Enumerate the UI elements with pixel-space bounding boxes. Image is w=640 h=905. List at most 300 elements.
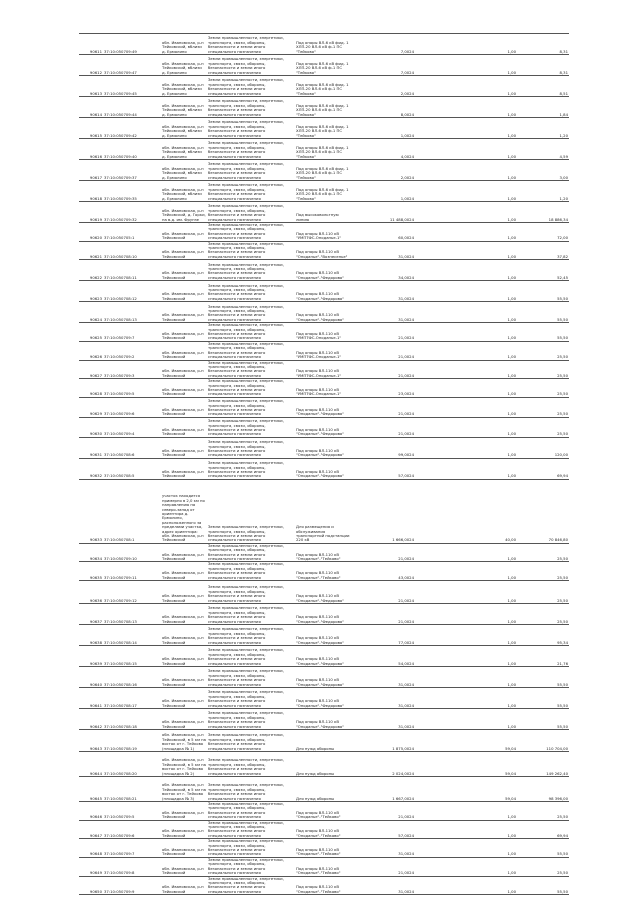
plot-address: обл. Ивановская, р-н Тейковский xyxy=(161,543,207,562)
land-category: Земли промышленности, энергетики, транспорта, связи, обороны, безопасности и земли иного специального назначения xyxy=(207,360,295,379)
land-category: Земли промышленности, энергетики, транспорта, связи, обороны, безопасности и земли иного специального назначения xyxy=(207,76,295,97)
empty-cell xyxy=(415,34,467,55)
plot-area: 31,0024 xyxy=(351,688,415,709)
row-number: 90640 xyxy=(79,667,103,688)
unit-rate: 1,00 xyxy=(467,688,517,709)
empty-cell xyxy=(415,709,467,730)
cadastral-value: 52,45 xyxy=(517,260,569,281)
cadastral-value: 25,50 xyxy=(517,581,569,604)
permitted-use: Под опоры ВЛ-110 кВ "Оподанье"-"Федорово" xyxy=(295,625,351,646)
permitted-use: Для нужд обороны xyxy=(295,730,351,752)
land-category: Земли промышленности, энергетики, транспорта, связи, обороны, безопасности и земли иного специального назначения xyxy=(207,417,295,437)
row-number: 90643 xyxy=(79,730,103,752)
permitted-use: Под опоры ВЛ-6 кВ фид. 1 ХЛП-20 ВЛ-6 кВ ф-1 ПС "Тейково" xyxy=(295,160,351,181)
unit-rate: 59,04 xyxy=(467,752,517,777)
empty-cell xyxy=(415,857,467,876)
plot-address: обл. Ивановская, р-н Тейковский xyxy=(161,857,207,876)
unit-rate: 1,00 xyxy=(467,139,517,160)
cadastral-number: 37:10:050708:17 xyxy=(103,688,161,709)
plot-address: обл. Ивановская, р-н Тейковский xyxy=(161,581,207,604)
table-row xyxy=(79,839,569,858)
unit-rate: 1,00 xyxy=(467,839,517,858)
empty-cell xyxy=(415,458,467,479)
plot-area: 21,0024 xyxy=(351,581,415,604)
empty-cell xyxy=(415,260,467,281)
cadastral-number: 37:10:050708:21 xyxy=(103,777,161,802)
permitted-use: Под опоры ВЛ-6 кВ фид. 1 ХЛП-20 ВЛ-6 кВ ф-1 ПС "Тейково" xyxy=(295,181,351,202)
table-row xyxy=(79,562,569,581)
permitted-use: Под опоры ВЛ-110 кВ "Оподанье"-"Тейково" xyxy=(295,820,351,839)
unit-rate: 1,00 xyxy=(467,646,517,667)
permitted-use: Под опоры ВЛ-6 кВ фид. 1 ХЛП-20 ВЛ-6 кВ ф-1 ПС "Тейково" xyxy=(295,97,351,118)
table-row xyxy=(79,341,569,360)
cadastral-value: 25,50 xyxy=(517,397,569,417)
cadastral-value: 55,50 xyxy=(517,323,569,342)
cadastral-number: 37:10:050709:7 xyxy=(103,323,161,342)
unit-rate: 1,00 xyxy=(467,302,517,323)
plot-area: 21,0024 xyxy=(351,323,415,342)
row-number: 90648 xyxy=(79,839,103,858)
plot-address: обл. Ивановская, р-н Тейковский xyxy=(161,625,207,646)
table-row xyxy=(79,241,569,260)
cadastral-number: 37:10:050709:9 xyxy=(103,876,161,895)
table-row xyxy=(79,581,569,604)
plot-area: 2 024,0024 xyxy=(351,752,415,777)
cadastral-value: 8,31 xyxy=(517,55,569,76)
empty-cell xyxy=(415,55,467,76)
plot-address: обл. Ивановская, р-н Тейковский xyxy=(161,802,207,821)
cadastral-number: 37:10:050709:11 xyxy=(103,562,161,581)
land-category: Земли промышленности, энергетики, транспорта, связи, обороны, безопасности и земли иного специального назначения xyxy=(207,241,295,260)
permitted-use: Под опоры ВЛ-110 кВ "Оподанье"-"Федорово" xyxy=(295,688,351,709)
cadastral-number: 37:10:050709:6 xyxy=(103,820,161,839)
unit-rate: 40,00 xyxy=(467,479,517,543)
land-category: Земли промышленности, энергетики, транспорта, связи, обороны, безопасности и земли иного специального назначения xyxy=(207,97,295,118)
table-row xyxy=(79,543,569,562)
permitted-use: Под опоры ВЛ-110 кВ "Оподанье"-"Федорово" xyxy=(295,302,351,323)
plot-address: обл. Ивановская, р-н Тейковский xyxy=(161,260,207,281)
land-category: Земли промышленности, энергетики, транспорта, связи, обороны, безопасности и земли иного специального назначения xyxy=(207,777,295,802)
cadastral-number: 37:10:050709:6 xyxy=(103,397,161,417)
cadastral-number: 37:10:050709:45 xyxy=(103,76,161,97)
row-number: 90624 xyxy=(79,302,103,323)
empty-cell xyxy=(415,688,467,709)
empty-cell xyxy=(415,802,467,821)
land-category: Земли промышленности, энергетики, транспорта, связи, обороны, безопасности и земли иного специального назначения xyxy=(207,118,295,139)
plot-address: обл. Ивановская, р-н Тейковский, вблизи д. Ермолино xyxy=(161,55,207,76)
permitted-use: Под опоры ВЛ-110 кВ "Оподанье"-"Федорово" xyxy=(295,667,351,688)
permitted-use: Под опоры ВЛ-110 кВ "Оподанье"-"Вознесенье" xyxy=(295,241,351,260)
unit-rate: 1,00 xyxy=(467,97,517,118)
cadastral-number: 37:10:050709:12 xyxy=(103,581,161,604)
cadastral-value: 4,59 xyxy=(517,139,569,160)
empty-cell xyxy=(415,181,467,202)
land-category: Земли промышленности, энергетики, транспорта, связи, обороны, безопасности и земли иного специального назначения xyxy=(207,437,295,458)
cadastral-number: 37:10:050708:5 xyxy=(103,458,161,479)
permitted-use: Под опоры ВЛ-110 кВ "УМПТФС-Оподанье-1" xyxy=(295,223,351,242)
cadastral-value: 120,00 xyxy=(517,437,569,458)
row-number: 90646 xyxy=(79,802,103,821)
row-number: 90627 xyxy=(79,360,103,379)
cadastral-value: 3,00 xyxy=(517,160,569,181)
empty-cell xyxy=(415,397,467,417)
unit-rate: 1,00 xyxy=(467,181,517,202)
unit-rate: 1,00 xyxy=(467,820,517,839)
cadastral-number: 37:10:050708:20 xyxy=(103,752,161,777)
empty-cell xyxy=(415,543,467,562)
land-category: Земли промышленности, энергетики, транспорта, связи, обороны, безопасности и земли иного специального назначения xyxy=(207,625,295,646)
land-category: Земли промышленности, энергетики, транспорта, связи, обороны, безопасности и земли иного специального назначения xyxy=(207,397,295,417)
plot-area: 31,0024 xyxy=(351,839,415,858)
unit-rate: 1,00 xyxy=(467,667,517,688)
row-number: 90630 xyxy=(79,417,103,437)
plot-address: обл. Ивановская, р-н Тейковский xyxy=(161,458,207,479)
row-number: 90632 xyxy=(79,458,103,479)
permitted-use: Под опоры ВЛ-110 кВ "Оподанье"-"Федорово" xyxy=(295,437,351,458)
cadastral-value: 69,94 xyxy=(517,458,569,479)
cadastral-value: 55,50 xyxy=(517,281,569,302)
row-number: 90650 xyxy=(79,876,103,895)
plot-area: 23,0024 xyxy=(351,379,415,398)
permitted-use: Под опоры ВЛ-6 кВ фид. 1 ХЛП-20 ВЛ-6 кВ ф-1 ПС "Тейково" xyxy=(295,139,351,160)
cadastral-number: 37:10:050709:35 xyxy=(103,181,161,202)
cadastral-value: 25,50 xyxy=(517,341,569,360)
unit-rate: 1,00 xyxy=(467,323,517,342)
empty-cell xyxy=(415,139,467,160)
cadastral-number: 37:10:050708:12 xyxy=(103,281,161,302)
empty-cell xyxy=(415,202,467,223)
empty-cell xyxy=(415,118,467,139)
empty-cell xyxy=(415,562,467,581)
plot-area: 1 667,0024 xyxy=(351,777,415,802)
plot-area: 43,0024 xyxy=(351,562,415,581)
land-category: Земли промышленности, энергетики, транспорта, связи, обороны, безопасности и земли иного специального назначения xyxy=(207,281,295,302)
plot-area: 57,0024 xyxy=(351,820,415,839)
permitted-use: Для размещения и обслуживания транспортной подстанции 220 кВ xyxy=(295,479,351,543)
plot-address: обл. Ивановская, р-н Тейковский xyxy=(161,646,207,667)
cadastral-value: 21,76 xyxy=(517,646,569,667)
row-number: 90615 xyxy=(79,118,103,139)
cadastral-value: 98 396,00 xyxy=(517,777,569,802)
permitted-use: Под опоры ВЛ-110 кВ "Оподанье"-"Тейково" xyxy=(295,543,351,562)
plot-address: обл. Ивановская, р-н Тейковский xyxy=(161,379,207,398)
permitted-use: Под опоры ВЛ-110 кВ "Оподанье"-"Тейково" xyxy=(295,857,351,876)
plot-area: 7,0024 xyxy=(351,34,415,55)
cadastral-number: 37:10:050709:37 xyxy=(103,160,161,181)
row-number: 90645 xyxy=(79,777,103,802)
empty-cell xyxy=(415,360,467,379)
row-number: 90641 xyxy=(79,688,103,709)
plot-address: обл. Ивановская, р-н Тейковский, д. Горки, на в.д. им. Фрунзе xyxy=(161,202,207,223)
land-category: Земли промышленности, энергетики, транспорта, связи, обороны, безопасности и земли иного специального назначения xyxy=(207,202,295,223)
plot-address: обл. Ивановская, р-н Тейковский xyxy=(161,876,207,895)
land-category: Земли промышленности, энергетики, транспорта, связи, обороны, безопасности и земли иного специального назначения xyxy=(207,839,295,858)
plot-area: 57,0024 xyxy=(351,458,415,479)
land-category: Земли промышленности, энергетики, транспорта, связи, обороны, безопасности и земли иного специального назначения xyxy=(207,857,295,876)
plot-area: 21,0024 xyxy=(351,341,415,360)
empty-cell xyxy=(415,730,467,752)
empty-cell xyxy=(415,646,467,667)
cadastral-number: 37:10:050708:13 xyxy=(103,604,161,625)
cadastral-value: 1,84 xyxy=(517,97,569,118)
cadastral-number: 37:10:050708:14 xyxy=(103,625,161,646)
empty-cell xyxy=(415,323,467,342)
empty-cell xyxy=(415,241,467,260)
permitted-use: Под опоры ВЛ-110 кВ "Оподанье"-"Федорово" xyxy=(295,417,351,437)
cadastral-value: 55,50 xyxy=(517,839,569,858)
permitted-use: Под опоры ВЛ-110 кВ "Оподанье"-"Федорово" xyxy=(295,709,351,730)
row-number: 90629 xyxy=(79,397,103,417)
cadastral-number: 37:10:050709:5 xyxy=(103,379,161,398)
row-number: 90638 xyxy=(79,625,103,646)
cadastral-number: 37:10:050709:49 xyxy=(103,34,161,55)
land-category: Земли промышленности, энергетики, транспорта, связи, обороны, безопасности и земли иного специального назначения xyxy=(207,820,295,839)
row-number: 90633 xyxy=(79,479,103,543)
cadastral-number: 37:10:050708:16 xyxy=(103,667,161,688)
row-number: 90625 xyxy=(79,323,103,342)
row-number: 90626 xyxy=(79,341,103,360)
permitted-use: Под опоры ВЛ-110 кВ "Оподанье"-"Тейково" xyxy=(295,802,351,821)
empty-cell xyxy=(415,281,467,302)
cadastral-number: 37:10:050709:3 xyxy=(103,360,161,379)
unit-rate: 1,00 xyxy=(467,397,517,417)
empty-cell xyxy=(415,479,467,543)
row-number: 90628 xyxy=(79,379,103,398)
plot-address: участок находится примерно в 2,0 км по направлению на северо-запад от ориентира д. Ермолино, расположенного за пределами участка, адрес ориентира: обл. Ивановская, р-н Тейковский xyxy=(161,479,207,543)
plot-area: 54,0024 xyxy=(351,646,415,667)
plot-address: обл. Ивановская, р-н Тейковский xyxy=(161,709,207,730)
permitted-use: Под опоры ВЛ-110 кВ "Оподанье"-"Федорово" xyxy=(295,604,351,625)
cadastral-value: 18 886,34 xyxy=(517,202,569,223)
permitted-use: Под опоры ВЛ-6 кВ фид. 1 ХЛП-20 ВЛ-6 кВ ф-1 ПС "Тейково" xyxy=(295,55,351,76)
plot-address: обл. Ивановская, р-н Тейковский, в 5 км на восток от г. Тейково (площадка № 1) xyxy=(161,730,207,752)
row-number: 90634 xyxy=(79,543,103,562)
unit-rate: 1,00 xyxy=(467,260,517,281)
plot-area: 21,0024 xyxy=(351,360,415,379)
plot-address: обл. Ивановская, р-н Тейковский xyxy=(161,223,207,242)
plot-area: 2,0024 xyxy=(351,76,415,97)
plot-address: обл. Ивановская, р-н Тейковский xyxy=(161,604,207,625)
permitted-use: Для нужд обороны xyxy=(295,777,351,802)
row-number: 90636 xyxy=(79,581,103,604)
empty-cell xyxy=(415,160,467,181)
plot-area: 2,0024 xyxy=(351,160,415,181)
empty-cell xyxy=(415,97,467,118)
table-row xyxy=(79,777,569,802)
row-number: 90642 xyxy=(79,709,103,730)
unit-rate: 1,00 xyxy=(467,437,517,458)
table-row xyxy=(79,437,569,458)
land-category: Земли промышленности, энергетики, транспорта, связи, обороны, безопасности и земли иного специального назначения xyxy=(207,223,295,242)
cadastral-number: 37:10:050709:4 xyxy=(103,417,161,437)
permitted-use: Под опоры ВЛ-110 кВ "УМПТФС-Оподанье-1" xyxy=(295,360,351,379)
row-number: 90612 xyxy=(79,55,103,76)
cadastral-value: 25,50 xyxy=(517,417,569,437)
table-row xyxy=(79,118,569,139)
permitted-use: Под опоры ВЛ-110 кВ "Оподанье"-"Федорово" xyxy=(295,458,351,479)
land-category: Земли промышленности, энергетики, транспорта, связи, обороны, безопасности и земли иного специального назначения xyxy=(207,709,295,730)
plot-area: 31,0024 xyxy=(351,709,415,730)
plot-address: обл. Ивановская, р-н Тейковский, вблизи д. Ермолино xyxy=(161,97,207,118)
cadastral-value: 149 262,40 xyxy=(517,752,569,777)
plot-address: обл. Ивановская, р-н Тейковский, вблизи д. Ермолино xyxy=(161,181,207,202)
row-number: 90635 xyxy=(79,562,103,581)
land-category: Земли промышленности, энергетики, транспорта, связи, обороны, безопасности и земли иного специального назначения xyxy=(207,55,295,76)
cadastral-number: 37:10:050709:5 xyxy=(103,802,161,821)
permitted-use: Под опоры ВЛ-110 кВ "УМПТФС-Оподанье-1" xyxy=(295,341,351,360)
land-category: Земли промышленности, энергетики, транспорта, связи, обороны, безопасности и земли иного специального назначения xyxy=(207,458,295,479)
row-number: 90611 xyxy=(79,34,103,55)
table-row xyxy=(79,604,569,625)
land-category: Земли промышленности, энергетики, транспорта, связи, обороны, безопасности и земли иного специального назначения xyxy=(207,139,295,160)
cadastral-number: 37:10:050709:2 xyxy=(103,341,161,360)
plot-area: 31,0024 xyxy=(351,667,415,688)
cadastral-value: 95,34 xyxy=(517,625,569,646)
cadastral-number: 37:10:050709:40 xyxy=(103,139,161,160)
cadastral-value: 8,31 xyxy=(517,34,569,55)
permitted-use: Под опоры ВЛ-110 кВ "Оподанье"-"Федорово" xyxy=(295,281,351,302)
table-row xyxy=(79,379,569,398)
unit-rate: 1,00 xyxy=(467,341,517,360)
plot-area: 1 666,0024 xyxy=(351,479,415,543)
cadastral-number: 37:10:050708:10 xyxy=(103,241,161,260)
cadastral-number: 37:10:050708:1 xyxy=(103,479,161,543)
table-row xyxy=(79,139,569,160)
cadastral-value: 1,20 xyxy=(517,118,569,139)
land-category: Земли промышленности, энергетики, транспорта, связи, обороны, безопасности и земли иного специального назначения xyxy=(207,752,295,777)
table-row xyxy=(79,857,569,876)
table-row xyxy=(79,820,569,839)
plot-address: обл. Ивановская, р-н Тейковский xyxy=(161,281,207,302)
plot-address: обл. Ивановская, р-н Тейковский, в 5 км на восток от г. Тейково (площадка № 3) xyxy=(161,777,207,802)
cadastral-value: 25,50 xyxy=(517,543,569,562)
unit-rate: 1,00 xyxy=(467,581,517,604)
plot-area: 21,0024 xyxy=(351,397,415,417)
empty-cell xyxy=(415,667,467,688)
plot-area: 1,0024 xyxy=(351,118,415,139)
cadastral-value: 25,50 xyxy=(517,379,569,398)
plot-area: 21,0024 xyxy=(351,417,415,437)
cadastral-value: 25,50 xyxy=(517,857,569,876)
cadastral-value: 55,50 xyxy=(517,667,569,688)
cadastral-value: 1,20 xyxy=(517,181,569,202)
empty-cell xyxy=(415,581,467,604)
permitted-use: Под опоры ВЛ-110 кВ "УМПТФС-Оподанье-1" xyxy=(295,323,351,342)
plot-area: 60,0024 xyxy=(351,223,415,242)
row-number: 90617 xyxy=(79,160,103,181)
unit-rate: 1,00 xyxy=(467,379,517,398)
unit-rate: 59,04 xyxy=(467,730,517,752)
plot-area: 21,0024 xyxy=(351,543,415,562)
plot-area: 21,0024 xyxy=(351,604,415,625)
unit-rate: 1,00 xyxy=(467,562,517,581)
table-row xyxy=(79,802,569,821)
table-row xyxy=(79,360,569,379)
table-row xyxy=(79,876,569,895)
cadastral-value: 55,50 xyxy=(517,302,569,323)
plot-area: 1 875,0024 xyxy=(351,730,415,752)
empty-cell xyxy=(415,437,467,458)
cadastral-value: 55,50 xyxy=(517,709,569,730)
row-number: 90616 xyxy=(79,139,103,160)
land-category: Земли промышленности, энергетики, транспорта, связи, обороны, безопасности и земли иного специального назначения xyxy=(207,667,295,688)
land-category: Земли промышленности, энергетики, транспорта, связи, обороны, безопасности и земли иного специального назначения xyxy=(207,646,295,667)
land-category: Земли промышленности, энергетики, транспорта, связи, обороны, безопасности и земли иного специального назначения xyxy=(207,323,295,342)
plot-area: 31,0024 xyxy=(351,876,415,895)
empty-cell xyxy=(415,341,467,360)
cadastral-number: 37:10:050708:19 xyxy=(103,730,161,752)
row-number: 90649 xyxy=(79,857,103,876)
table-row xyxy=(79,752,569,777)
land-category: Земли промышленности, энергетики, транспорта, связи, обороны, безопасности и земли иного специального назначения xyxy=(207,160,295,181)
unit-rate: 1,00 xyxy=(467,241,517,260)
cadastral-value: 8,51 xyxy=(517,76,569,97)
unit-rate: 1,00 xyxy=(467,360,517,379)
cadastral-number: 37:10:050709:44 xyxy=(103,97,161,118)
cadastral-number: 37:10:050709:32 xyxy=(103,202,161,223)
empty-cell xyxy=(415,223,467,242)
unit-rate: 1,00 xyxy=(467,223,517,242)
plot-address: обл. Ивановская, р-н Тейковский xyxy=(161,839,207,858)
plot-area: 21,0024 xyxy=(351,802,415,821)
row-number: 90613 xyxy=(79,76,103,97)
table-row xyxy=(79,223,569,242)
land-plots-table xyxy=(79,33,569,895)
permitted-use: Под опоры ВЛ-110 кВ "Оподанье"-"Тейково" xyxy=(295,876,351,895)
table-row xyxy=(79,417,569,437)
permitted-use: Под опоры ВЛ-6 кВ фид. 1 ХЛП-20 ВЛ-6 кВ ф-1 ПС "Тейково" xyxy=(295,76,351,97)
plot-address: обл. Ивановская, р-н Тейковский xyxy=(161,562,207,581)
table-row xyxy=(79,479,569,543)
plot-address: обл. Ивановская, р-н Тейковский, вблизи д. Ермолино xyxy=(161,34,207,55)
unit-rate: 1,00 xyxy=(467,417,517,437)
land-category: Земли промышленности, энергетики, транспорта, связи, обороны, безопасности и земли иного специального назначения xyxy=(207,379,295,398)
row-number: 90619 xyxy=(79,202,103,223)
plot-area: 31,0024 xyxy=(351,281,415,302)
row-number: 90614 xyxy=(79,97,103,118)
unit-rate: 1,00 xyxy=(467,709,517,730)
plot-address: обл. Ивановская, р-н Тейковский xyxy=(161,323,207,342)
plot-address: обл. Ивановская, р-н Тейковский xyxy=(161,397,207,417)
table-row xyxy=(79,302,569,323)
unit-rate: 1,00 xyxy=(467,802,517,821)
land-category: Земли промышленности, энергетики, транспорта, связи, обороны, безопасности и земли иного специального назначения xyxy=(207,543,295,562)
plot-address: обл. Ивановская, р-н Тейковский xyxy=(161,341,207,360)
plot-area: 1,0024 xyxy=(351,181,415,202)
unit-rate: 1,00 xyxy=(467,34,517,55)
permitted-use: Под высоковольтную линию xyxy=(295,202,351,223)
table-row xyxy=(79,76,569,97)
cadastral-value: 69,94 xyxy=(517,820,569,839)
plot-area: 11 488,0024 xyxy=(351,202,415,223)
table-row xyxy=(79,181,569,202)
land-category: Земли промышленности, энергетики, транспорта, связи, обороны, безопасности и земли иного специального назначения xyxy=(207,604,295,625)
plot-address: обл. Ивановская, р-н Тейковский, в 5 км на восток от г. Тейково (площадка № 2) xyxy=(161,752,207,777)
permitted-use: Для нужд обороны xyxy=(295,752,351,777)
empty-cell xyxy=(415,625,467,646)
land-category: Земли промышленности, энергетики, транспорта, связи, обороны, безопасности и земли иного специального назначения xyxy=(207,260,295,281)
empty-cell xyxy=(415,417,467,437)
cadastral-number: 37:10:050708:15 xyxy=(103,646,161,667)
unit-rate: 1,00 xyxy=(467,458,517,479)
row-number: 90639 xyxy=(79,646,103,667)
plot-address: обл. Ивановская, р-н Тейковский xyxy=(161,417,207,437)
land-category: Земли промышленности, энергетики, транспорта, связи, обороны, безопасности и земли иного специального назначения xyxy=(207,341,295,360)
plot-area: 31,0024 xyxy=(351,302,415,323)
table-row xyxy=(79,709,569,730)
permitted-use: Под опоры ВЛ-110 кВ "Оподанье"-"Федорово" xyxy=(295,581,351,604)
empty-cell xyxy=(415,876,467,895)
